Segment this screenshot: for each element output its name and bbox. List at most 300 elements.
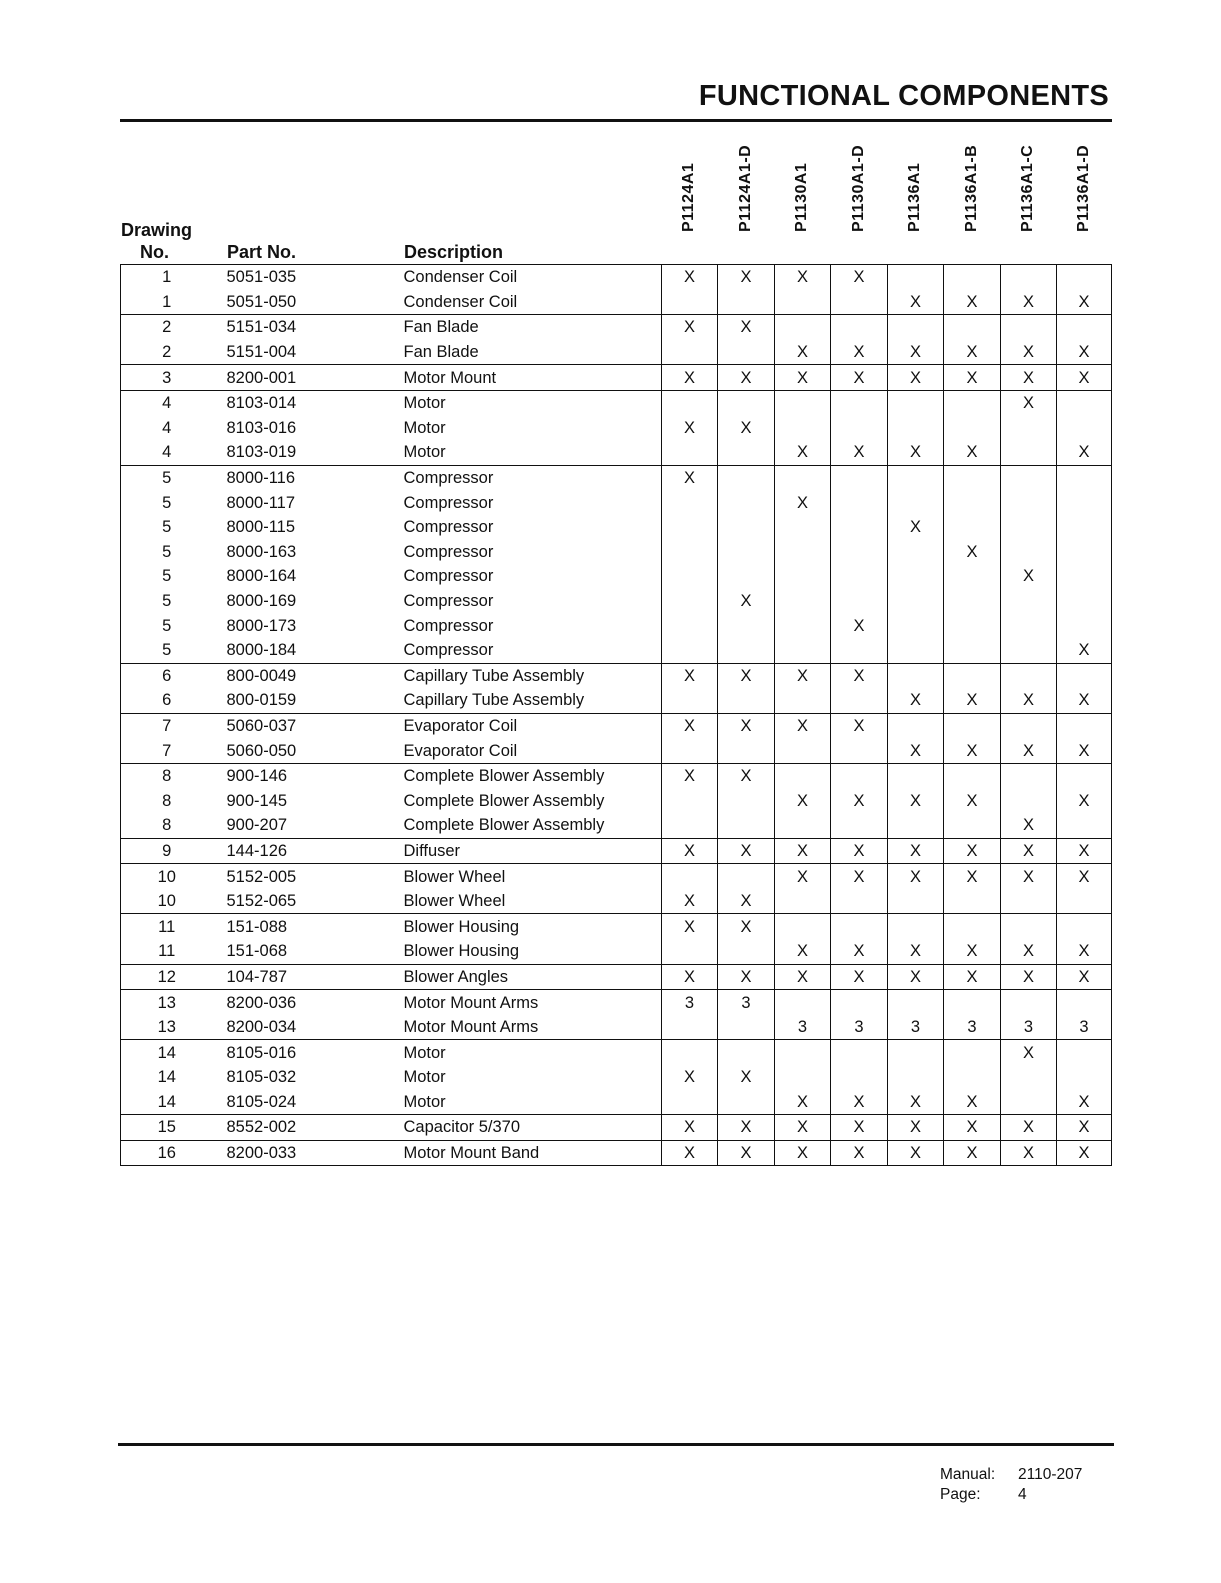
model-mark-cell xyxy=(944,1040,1001,1065)
model-mark-cell xyxy=(831,465,888,490)
part-no-cell: 144-126 xyxy=(227,838,404,864)
model-mark-cell: X xyxy=(775,713,831,738)
model-mark-cell xyxy=(1001,589,1057,614)
model-mark-cell: X xyxy=(1001,1115,1057,1141)
model-mark-cell: X xyxy=(831,613,888,638)
model-mark-cell xyxy=(1057,813,1112,838)
model-mark-cell xyxy=(831,1065,888,1090)
model-mark-cell: X xyxy=(831,340,888,365)
drawing-no-cell: 5 xyxy=(121,515,227,540)
model-mark-cell xyxy=(888,564,944,589)
model-mark-cell xyxy=(944,763,1001,788)
model-mark-cell: X xyxy=(888,738,944,763)
model-mark-cell xyxy=(1057,713,1112,738)
part-no-cell: 8000-173 xyxy=(226,616,297,635)
model-mark-cell xyxy=(888,914,944,939)
description-cell: Blower Angles xyxy=(404,964,662,990)
table-row xyxy=(121,1090,1112,1115)
model-mark-cell: X xyxy=(1001,964,1057,990)
model-mark-cell xyxy=(831,315,888,340)
description-cell: Fan Blade xyxy=(404,315,662,340)
model-mark-cell xyxy=(831,416,888,441)
model-mark-cell xyxy=(718,515,775,540)
drawing-no-cell: 3 xyxy=(121,365,227,391)
model-mark-cell xyxy=(1001,315,1057,340)
model-mark-cell xyxy=(1057,1040,1112,1065)
model-mark-cell: X xyxy=(718,1115,775,1141)
table-row xyxy=(121,390,1112,415)
model-mark-cell: X xyxy=(1001,838,1057,864)
model-mark-cell: X xyxy=(1057,864,1112,889)
model-mark-cell: 3 xyxy=(1001,1015,1057,1040)
model-mark-cell: X xyxy=(775,1140,831,1166)
model-mark-cell xyxy=(662,290,718,315)
footer xyxy=(940,1465,1082,1505)
description-cell: Blower Wheel xyxy=(403,892,506,911)
model-mark-cell: X xyxy=(1001,688,1057,713)
model-mark-cell xyxy=(775,688,831,713)
drawing-no-cell: 6 xyxy=(121,688,227,713)
model-mark-cell xyxy=(662,1040,718,1065)
model-mark-cell: X xyxy=(1001,864,1057,889)
model-mark-cell xyxy=(718,564,775,589)
model-mark-cell: X xyxy=(888,788,944,813)
part-no-cell: 8105-032 xyxy=(226,1068,297,1087)
part-no-cell: 900-207 xyxy=(226,816,288,835)
model-mark-cell xyxy=(775,813,831,838)
table-row xyxy=(121,540,1112,565)
model-mark-cell: X xyxy=(718,713,775,738)
model-mark-cell: X xyxy=(1001,1140,1057,1166)
model-mark-cell: X xyxy=(1057,365,1112,391)
part-no-cell: 8103-014 xyxy=(227,390,404,415)
table-row xyxy=(121,1040,1112,1065)
part-no-cell: 5051-050 xyxy=(226,292,297,311)
model-mark-cell xyxy=(775,540,831,565)
drawing-no-cell: 13 xyxy=(121,1015,227,1040)
model-mark-cell xyxy=(662,440,718,465)
model-mark-cell xyxy=(831,763,888,788)
drawing-no-cell: 12 xyxy=(121,964,227,990)
model-mark-cell: X xyxy=(775,864,831,889)
model-mark-cell xyxy=(944,315,1001,340)
model-mark-cell: X xyxy=(831,663,888,688)
model-mark-cell xyxy=(831,490,888,515)
model-mark-cell xyxy=(831,1040,888,1065)
model-mark-cell xyxy=(1057,416,1112,441)
model-mark-cell xyxy=(718,1040,775,1065)
model-mark-cell xyxy=(718,290,775,315)
model-mark-cell xyxy=(944,638,1001,663)
model-mark-cell: X xyxy=(662,663,718,688)
model-mark-cell: X xyxy=(775,265,831,290)
model-mark-cell: X xyxy=(888,964,944,990)
model-mark-cell xyxy=(1057,564,1112,589)
model-mark-cell: X xyxy=(1057,738,1112,763)
model-header-label: P1130A1 xyxy=(793,162,810,232)
model-header xyxy=(849,144,880,250)
model-mark-cell xyxy=(775,416,831,441)
model-header xyxy=(906,150,936,250)
model-mark-cell xyxy=(718,939,775,964)
table-row xyxy=(121,315,1112,340)
model-mark-cell xyxy=(1057,265,1112,290)
model-mark-cell xyxy=(1057,465,1112,490)
model-mark-cell xyxy=(775,990,831,1015)
description-cell: Complete Blower Assembly xyxy=(404,763,662,788)
description-cell: Evaporator Coil xyxy=(403,741,518,760)
model-mark-cell xyxy=(944,990,1001,1015)
model-mark-cell xyxy=(888,490,944,515)
model-mark-cell: X xyxy=(831,964,888,990)
drawing-no-cell: 14 xyxy=(121,1040,227,1065)
model-mark-cell: 3 xyxy=(775,1015,831,1040)
model-mark-cell: X xyxy=(888,515,944,540)
model-mark-cell: 3 xyxy=(1057,1015,1112,1040)
description-cell: Compressor xyxy=(403,616,494,635)
description-cell: Evaporator Coil xyxy=(404,713,662,738)
table-row xyxy=(121,964,1112,990)
drawing-no-cell: 6 xyxy=(121,663,227,688)
model-mark-cell xyxy=(944,589,1001,614)
description-cell: Motor xyxy=(403,1092,446,1111)
model-mark-cell: X xyxy=(1057,939,1112,964)
model-mark-cell xyxy=(831,688,888,713)
part-no-cell: 5051-035 xyxy=(227,265,404,290)
model-mark-cell: X xyxy=(888,864,944,889)
model-mark-cell xyxy=(662,638,718,663)
model-mark-cell xyxy=(718,688,775,713)
model-mark-cell xyxy=(662,788,718,813)
model-mark-cell xyxy=(662,515,718,540)
part-no-cell: 8103-019 xyxy=(226,443,297,462)
parts-table xyxy=(120,264,1112,1166)
model-header-label: P1136A1-C xyxy=(1019,144,1036,232)
table-row xyxy=(121,490,1112,515)
model-mark-cell xyxy=(718,613,775,638)
model-mark-cell xyxy=(1001,663,1057,688)
model-mark-cell: X xyxy=(1057,1090,1112,1115)
description-cell: Motor Mount Arms xyxy=(404,990,662,1015)
drawing-no-cell: 4 xyxy=(121,390,227,415)
model-mark-cell: X xyxy=(662,1115,718,1141)
model-mark-cell: X xyxy=(944,440,1001,465)
part-no-cell: 8200-033 xyxy=(227,1140,404,1166)
model-mark-cell xyxy=(1001,763,1057,788)
table-row xyxy=(121,864,1112,889)
description-cell: Motor xyxy=(403,1068,446,1087)
model-mark-cell xyxy=(662,1090,718,1115)
description-cell: Compressor xyxy=(403,567,494,586)
model-mark-cell xyxy=(944,613,1001,638)
model-mark-cell xyxy=(775,315,831,340)
model-mark-cell: X xyxy=(831,265,888,290)
model-mark-cell: X xyxy=(1057,838,1112,864)
model-mark-cell xyxy=(662,939,718,964)
model-mark-cell xyxy=(662,864,718,889)
model-mark-cell xyxy=(775,613,831,638)
model-header xyxy=(793,150,823,250)
model-mark-cell xyxy=(831,813,888,838)
model-mark-cell: X xyxy=(888,340,944,365)
table-row xyxy=(121,1015,1112,1040)
drawing-no-cell: 11 xyxy=(121,914,227,939)
model-mark-cell: 3 xyxy=(831,1015,888,1040)
model-mark-cell: X xyxy=(888,939,944,964)
drawing-header-line2: No. xyxy=(140,242,169,262)
drawing-no-cell: 14 xyxy=(121,1090,227,1115)
model-mark-cell xyxy=(775,763,831,788)
model-mark-cell: X xyxy=(662,964,718,990)
model-mark-cell xyxy=(718,738,775,763)
part-no-cell: 5060-037 xyxy=(227,713,404,738)
model-mark-cell: X xyxy=(944,1090,1001,1115)
model-mark-cell xyxy=(718,440,775,465)
description-cell: Motor Mount Arms xyxy=(403,1018,539,1037)
drawing-no-cell: 8 xyxy=(121,813,227,838)
model-mark-cell: X xyxy=(718,416,775,441)
table-row xyxy=(121,340,1112,365)
model-mark-cell: X xyxy=(1057,340,1112,365)
model-mark-cell: X xyxy=(662,315,718,340)
part-no-cell: 5152-065 xyxy=(226,892,297,911)
part-no-cell: 151-088 xyxy=(227,914,404,939)
model-mark-cell xyxy=(1001,889,1057,914)
model-mark-cell xyxy=(944,564,1001,589)
part-no-cell: 5060-050 xyxy=(226,741,297,760)
model-mark-cell: X xyxy=(944,340,1001,365)
description-cell: Condenser Coil xyxy=(404,265,662,290)
drawing-no-cell: 5 xyxy=(121,540,227,565)
model-mark-cell: X xyxy=(775,490,831,515)
model-mark-cell xyxy=(831,564,888,589)
table-row xyxy=(121,290,1112,315)
model-mark-cell xyxy=(831,390,888,415)
table-row xyxy=(121,763,1112,788)
model-mark-cell: X xyxy=(944,939,1001,964)
drawing-no-cell: 2 xyxy=(121,340,227,365)
model-mark-cell xyxy=(1057,763,1112,788)
drawing-no-cell: 5 xyxy=(121,638,227,663)
model-mark-cell xyxy=(1001,465,1057,490)
model-mark-cell xyxy=(1057,490,1112,515)
table-row xyxy=(121,589,1112,614)
model-mark-cell: X xyxy=(831,365,888,391)
model-mark-cell: X xyxy=(888,1115,944,1141)
model-mark-cell: X xyxy=(718,589,775,614)
model-mark-cell xyxy=(718,813,775,838)
model-mark-cell: X xyxy=(718,763,775,788)
model-mark-cell xyxy=(1001,990,1057,1015)
model-mark-cell: X xyxy=(944,738,1001,763)
table-row xyxy=(121,990,1112,1015)
model-mark-cell xyxy=(888,540,944,565)
model-mark-cell xyxy=(888,390,944,415)
page-number: 4 xyxy=(1018,1486,1027,1503)
model-mark-cell xyxy=(1001,1090,1057,1115)
model-mark-cell: X xyxy=(775,788,831,813)
description-header: Description xyxy=(404,242,504,262)
model-mark-cell: X xyxy=(1057,290,1112,315)
manual-number: 2110-207 xyxy=(1018,1466,1083,1483)
model-mark-cell: X xyxy=(662,1140,718,1166)
model-mark-cell: X xyxy=(831,1140,888,1166)
model-mark-cell: X xyxy=(888,688,944,713)
model-mark-cell xyxy=(944,490,1001,515)
model-mark-cell xyxy=(662,688,718,713)
model-mark-cell: X xyxy=(662,838,718,864)
part-no-cell: 800-0049 xyxy=(227,663,404,688)
model-mark-cell xyxy=(944,515,1001,540)
model-mark-cell xyxy=(1001,265,1057,290)
model-mark-cell xyxy=(1001,788,1057,813)
description-cell: Capillary Tube Assembly xyxy=(403,691,585,710)
model-mark-cell xyxy=(888,613,944,638)
model-mark-cell: X xyxy=(662,265,718,290)
drawing-no-cell: 11 xyxy=(121,939,227,964)
model-mark-cell: X xyxy=(718,315,775,340)
model-mark-cell: X xyxy=(944,964,1001,990)
page-title: FUNCTIONAL COMPONENTS xyxy=(698,80,1109,112)
part-no-cell: 8105-024 xyxy=(226,1092,297,1111)
model-mark-cell: X xyxy=(718,1140,775,1166)
model-mark-cell xyxy=(662,613,718,638)
part-no-cell: 8103-016 xyxy=(226,418,297,437)
model-mark-cell: X xyxy=(775,1090,831,1115)
table-row xyxy=(121,688,1112,713)
model-mark-cell: X xyxy=(718,838,775,864)
model-mark-cell: 3 xyxy=(944,1015,1001,1040)
table-row xyxy=(121,914,1112,939)
model-mark-cell xyxy=(1001,540,1057,565)
part-no-cell: 8000-115 xyxy=(226,518,296,537)
table-row xyxy=(121,265,1112,290)
description-cell: Compressor xyxy=(403,518,494,537)
model-mark-cell: X xyxy=(831,1090,888,1115)
drawing-no-cell: 4 xyxy=(121,440,227,465)
model-mark-cell: X xyxy=(888,838,944,864)
part-no-cell: 8000-163 xyxy=(226,542,297,561)
model-mark-cell xyxy=(888,265,944,290)
model-mark-cell xyxy=(888,465,944,490)
model-header-label: P1136A1 xyxy=(906,162,923,232)
drawing-no-cell: 7 xyxy=(121,713,227,738)
table-row xyxy=(121,365,1112,391)
drawing-no-cell: 5 xyxy=(121,564,227,589)
model-header xyxy=(1074,144,1105,250)
model-mark-cell xyxy=(662,564,718,589)
model-mark-cell: X xyxy=(944,365,1001,391)
model-mark-cell: X xyxy=(718,914,775,939)
model-mark-cell xyxy=(831,515,888,540)
drawing-no-cell: 15 xyxy=(121,1115,227,1141)
model-mark-cell xyxy=(944,1065,1001,1090)
part-no-cell: 800-0159 xyxy=(226,691,297,710)
model-mark-cell xyxy=(831,638,888,663)
model-mark-cell: 3 xyxy=(662,990,718,1015)
model-mark-cell: X xyxy=(775,1115,831,1141)
model-mark-cell xyxy=(888,589,944,614)
part-no-cell: 8200-036 xyxy=(227,990,404,1015)
model-mark-cell: X xyxy=(662,713,718,738)
model-mark-cell xyxy=(1057,889,1112,914)
model-mark-cell: X xyxy=(1057,1140,1112,1166)
model-mark-cell: X xyxy=(718,265,775,290)
part-no-cell: 151-068 xyxy=(226,942,288,961)
part-no-cell: 8200-001 xyxy=(227,365,404,391)
description-cell: Blower Housing xyxy=(404,914,662,939)
model-mark-cell xyxy=(1001,613,1057,638)
description-cell: Motor xyxy=(403,443,446,462)
model-mark-cell xyxy=(662,340,718,365)
model-mark-cell xyxy=(718,340,775,365)
model-mark-cell: X xyxy=(662,365,718,391)
drawing-no-cell: 14 xyxy=(121,1065,227,1090)
drawing-no-cell: 1 xyxy=(121,290,227,315)
model-mark-cell: X xyxy=(1057,964,1112,990)
model-mark-cell: X xyxy=(831,939,888,964)
part-no-header: Part No. xyxy=(227,242,297,262)
model-mark-cell xyxy=(775,914,831,939)
model-mark-cell xyxy=(718,864,775,889)
table-row xyxy=(121,440,1112,465)
description-cell: Fan Blade xyxy=(403,343,479,362)
model-mark-cell xyxy=(718,465,775,490)
model-mark-cell xyxy=(1057,515,1112,540)
part-no-cell: 5152-005 xyxy=(227,864,404,889)
description-cell: Complete Blower Assembly xyxy=(403,816,605,835)
model-mark-cell xyxy=(888,1065,944,1090)
model-mark-cell: X xyxy=(775,964,831,990)
model-mark-cell: X xyxy=(1057,1115,1112,1141)
description-cell: Condenser Coil xyxy=(403,292,518,311)
model-mark-cell xyxy=(662,1015,718,1040)
model-mark-cell xyxy=(718,788,775,813)
description-cell: Motor xyxy=(404,1040,662,1065)
model-mark-cell xyxy=(888,713,944,738)
description-cell: Capillary Tube Assembly xyxy=(404,663,662,688)
model-mark-cell: X xyxy=(718,964,775,990)
part-no-cell: 5151-034 xyxy=(227,315,404,340)
model-mark-cell: X xyxy=(1057,440,1112,465)
model-mark-cell xyxy=(888,763,944,788)
page-label: Page: xyxy=(940,1486,981,1503)
table-row xyxy=(121,738,1112,763)
model-mark-cell: X xyxy=(1057,788,1112,813)
model-mark-cell: X xyxy=(662,889,718,914)
drawing-no-cell: 5 xyxy=(121,613,227,638)
model-mark-cell xyxy=(662,813,718,838)
model-mark-cell: X xyxy=(888,365,944,391)
model-mark-cell xyxy=(944,390,1001,415)
model-mark-cell xyxy=(1001,638,1057,663)
model-mark-cell xyxy=(1057,540,1112,565)
model-mark-cell xyxy=(1057,589,1112,614)
table-row xyxy=(121,713,1112,738)
model-mark-cell: X xyxy=(944,1115,1001,1141)
description-cell: Compressor xyxy=(403,493,494,512)
description-cell: Motor Mount Band xyxy=(404,1140,662,1166)
model-mark-cell: X xyxy=(944,788,1001,813)
model-mark-cell xyxy=(944,663,1001,688)
model-mark-cell: X xyxy=(944,838,1001,864)
model-mark-cell xyxy=(1057,990,1112,1015)
table-row xyxy=(121,838,1112,864)
model-mark-cell: X xyxy=(662,763,718,788)
model-mark-cell xyxy=(662,589,718,614)
drawing-no-cell: 1 xyxy=(121,265,227,290)
part-no-cell: 8105-016 xyxy=(227,1040,404,1065)
